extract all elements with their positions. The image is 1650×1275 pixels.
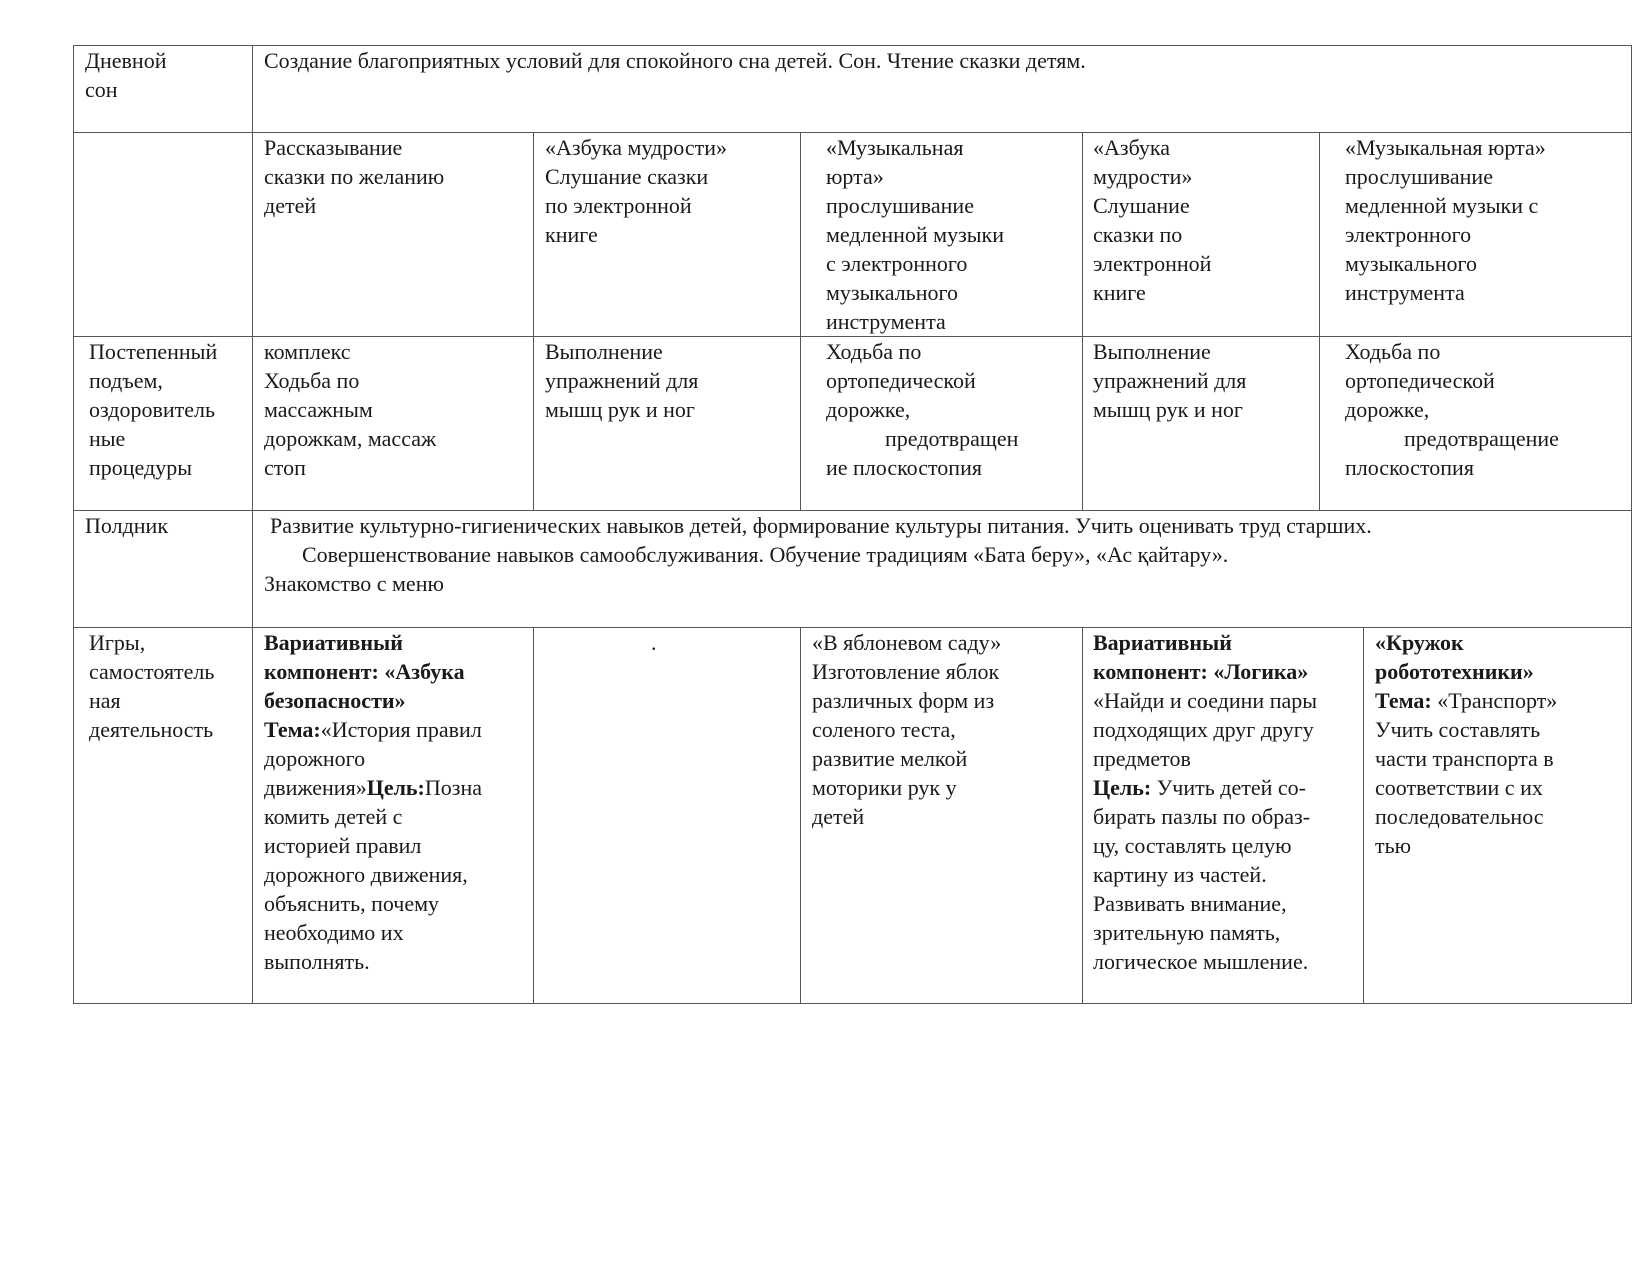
wakeup-cell-3-indent: предотвращен xyxy=(885,426,1019,451)
games-cell-3: «В яблоневом саду» Изготовление яблок различных форм из соленого теста, развитие мелкой моторики рук у детей xyxy=(812,630,1002,829)
wakeup-cell-5-tail: плоскостопия xyxy=(1345,455,1474,480)
games-cell-4 xyxy=(1093,628,1358,976)
wakeup-label: Постепенный подъем, оздоровитель ные процедуры xyxy=(89,339,218,480)
snack-line-2: Совершенствование навыков самообслуживания. Обучение традициям «Бата беру», «Ас қайтару». xyxy=(302,542,1229,567)
wakeup-cell-3-tail: ие плоскостопия xyxy=(826,455,982,480)
wakeup-cell-5 xyxy=(1345,337,1625,482)
wakeup-cell-4: Выполнение упражнений для мышц рук и ног xyxy=(1093,339,1247,422)
snack-label: Полдник xyxy=(85,513,169,538)
table-border-bottom xyxy=(73,1003,1631,1004)
col-divider-b xyxy=(800,132,801,510)
games-cell-4-text: «Найди и соедини пары подходящих друг другу предметов xyxy=(1093,688,1318,771)
games-cell-1-goal: Позна комить детей с историей правил дорожного движения, объяснить, почему необходимо их выполнять. xyxy=(264,775,483,974)
games-cell-1 xyxy=(264,628,529,976)
games-cell-1-theme: «История правил дорожного движения» xyxy=(264,717,482,800)
col-divider-a xyxy=(533,132,534,510)
games-cell-4-title: Вариативный компонент: «Логика» xyxy=(1093,630,1309,684)
nap-content: Создание благоприятных условий для спокойного сна детей. Сон. Чтение сказки детям. xyxy=(264,48,1086,73)
games-cell-2: . xyxy=(651,630,657,655)
snack-line-3: Знакомство с меню xyxy=(264,571,444,596)
games-cell-5-theme: «Транспорт» Учить составлять части транспорта в соответствии с их последовательнос тью xyxy=(1375,688,1558,858)
fairy-tale-cell-5: «Музыкальная юрта» прослушивание медленной музыки с электронного музыкального инструмента xyxy=(1345,135,1546,305)
games-cell-4-goal: Учить детей со- бирать пазлы по образ- цу, составлять целую картину из частей. Развивать внимание, зрительную память, логическое мышление. xyxy=(1093,775,1311,974)
label-column-divider xyxy=(252,45,253,1004)
wakeup-cell-2: Выполнение упражнений для мышц рук и ног xyxy=(545,339,699,422)
col-divider-f xyxy=(800,627,801,1003)
col-divider-h xyxy=(1363,627,1364,1003)
fairy-tale-cell-1: Рассказывание сказки по желанию детей xyxy=(264,135,445,218)
wakeup-cell-5-text: Ходьба по ортопедической дорожке, xyxy=(1345,339,1495,422)
col-divider-c xyxy=(1082,132,1083,510)
nap-label: Дневной сон xyxy=(85,48,167,102)
table-border-right xyxy=(1631,45,1632,1004)
fairy-tale-cell-4: «Азбука мудрости» Слушание сказки по электронной книге xyxy=(1093,135,1212,305)
col-divider-d xyxy=(1319,132,1320,510)
games-cell-1-theme-label: Тема: xyxy=(264,717,321,742)
wakeup-cell-1: комплекс Ходьба по массажным дорожкам, массаж стоп xyxy=(264,339,437,480)
games-cell-4-goal-label: Цель: xyxy=(1093,775,1152,800)
snack-line-1: Развитие культурно-гигиенических навыков детей, формирование культуры питания. Учить оценивать труд старших. xyxy=(270,513,1372,538)
games-cell-5 xyxy=(1375,628,1625,860)
fairy-tale-cell-3: «Музыкальная юрта» прослушивание медленной музыки с электронного музыкального инструмента xyxy=(826,135,1005,334)
games-cell-1-goal-label: Цель: xyxy=(366,775,425,800)
wakeup-cell-3-text: Ходьба по ортопедической дорожке, xyxy=(826,339,976,422)
games-cell-1-title: Вариативный компонент: «Азбука безопасности» xyxy=(264,630,465,713)
table-border-left xyxy=(73,45,74,1004)
games-cell-5-theme-label: Тема: xyxy=(1375,688,1432,713)
wakeup-cell-3 xyxy=(826,337,1076,482)
col-divider-g xyxy=(1082,627,1083,1003)
snack-content xyxy=(264,511,1629,598)
fairy-tale-cell-2: «Азбука мудрости» Слушание сказки по электронной книге xyxy=(545,135,727,247)
col-divider-e xyxy=(533,627,534,1003)
games-label: Игры, самостоятель ная деятельность xyxy=(89,630,215,742)
wakeup-cell-5-indent: предотвращение xyxy=(1404,426,1559,451)
games-cell-5-title: «Кружок робототехники» xyxy=(1375,630,1534,684)
